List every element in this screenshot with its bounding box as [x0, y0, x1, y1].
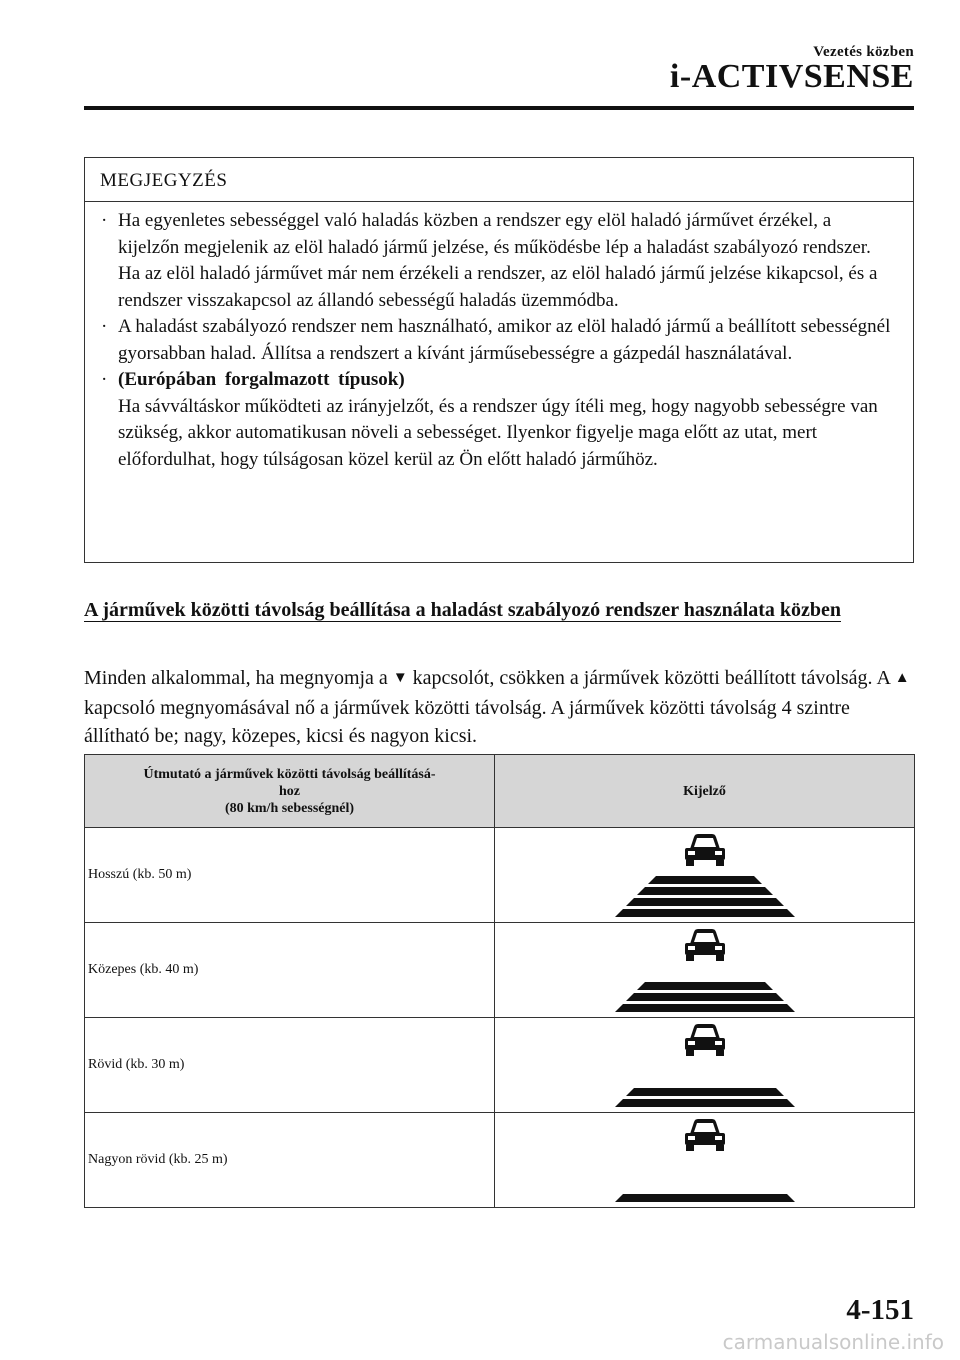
bullet-icon: ·: [101, 316, 108, 337]
distance-label: Hosszú (kb. 50 m): [85, 828, 495, 923]
distance-bar: [615, 1099, 795, 1107]
distance-bar: [637, 982, 773, 990]
car-icon: [685, 1119, 725, 1151]
paragraph-text: Minden alkalommal, ha megnyomja a: [84, 667, 393, 689]
bullet-icon: ·: [101, 210, 108, 231]
note-item: [99, 208, 893, 314]
watermark: carmanualsonline.info: [722, 1330, 944, 1354]
header-line: hoz: [279, 783, 300, 799]
distance-bar: [615, 1004, 795, 1012]
note-item: [99, 367, 893, 473]
vehicle-distance-icon: [610, 1116, 800, 1204]
car-icon: [685, 929, 725, 961]
distance-bar: [615, 909, 795, 917]
table-header-row: [85, 755, 915, 828]
table-row: [85, 1018, 915, 1113]
car-icon: [685, 1024, 725, 1056]
note-body: [85, 202, 913, 473]
section-header: Vezetés közben: [813, 44, 914, 60]
triangle-up-icon: ▲: [894, 670, 910, 686]
note-item-text: Ha egyenletes sebességgel való haladás közben a rendszer egy elöl haladó járművet érzékel, a kijelzőn megjelenik az elöl haladó jármű jelzése, és működésbe lép a haladást szabályozó rendszer. Ha az elöl haladó járművet már nem érzékeli a rendszer, az elöl haladó jármű jelzése kikapcsol, és a rendszer visszakapcsol az állandó sebességű haladás üzemmódba.: [118, 210, 878, 311]
car-icon: [685, 834, 725, 866]
distance-bar: [615, 1194, 795, 1202]
header-divider: [84, 106, 914, 110]
distance-display: [495, 923, 915, 1018]
table-header-guide: [85, 755, 495, 828]
header-line: Útmutató a járművek közötti távolság beállításá-: [143, 766, 436, 782]
note-title: MEGJEGYZÉS: [85, 158, 913, 202]
distance-table: [84, 754, 915, 1208]
distance-bar: [626, 898, 784, 906]
paragraph-text: kapcsolót, csökken a járművek közötti beállított távolság. A: [407, 667, 895, 689]
distance-bar: [626, 993, 784, 1001]
vehicle-distance-icon: [610, 926, 800, 1014]
distance-label: Nagyon rövid (kb. 25 m): [85, 1113, 495, 1208]
note-box: [84, 157, 914, 563]
table-row: [85, 828, 915, 923]
paragraph-text: kapcsoló megnyomásával nő a járművek közötti távolság. A járművek közötti távolság 4 szintre állítható be; nagy, közepes, kicsi és nagyon kicsi.: [84, 697, 850, 747]
section-heading-text: A járművek közötti távolság beállítása a haladást szabályozó rendszer használata közben: [84, 599, 842, 621]
table-row: [85, 1113, 915, 1208]
distance-label: Közepes (kb. 40 m): [85, 923, 495, 1018]
distance-display: [495, 828, 915, 923]
vehicle-distance-icon: [610, 1021, 800, 1109]
bullet-icon: ·: [101, 369, 108, 390]
distance-label: Rövid (kb. 30 m): [85, 1018, 495, 1113]
note-item-heading: (Európában forgalmazott típusok): [118, 369, 405, 390]
page-number: 4-151: [846, 1294, 914, 1326]
distance-bar: [637, 887, 773, 895]
section-heading: [84, 596, 874, 624]
distance-display: [495, 1113, 915, 1208]
header-line: (80 km/h sebességnél): [224, 800, 355, 816]
distance-display: [495, 1018, 915, 1113]
note-item-text: Ha sávváltáskor működteti az irányjelzőt, és a rendszer úgy ítéli meg, hogy nagyobb sebességre van szükség, akkor automatikusan növeli a sebességet. Ilyenkor figyelje maga előtt az utat, mert előfordulhat, hogy túlságosan közel kerül az Ön előtt haladó járműhöz.: [118, 395, 878, 470]
note-item: [99, 314, 893, 367]
vehicle-distance-icon: [610, 831, 800, 919]
note-item-text: A haladást szabályozó rendszer nem használható, amikor az elöl haladó jármű a beállított sebességnél gyorsabban halad. Állítsa a rendszert a kívánt járműsebességre a gázpedál használatával.: [118, 316, 891, 364]
section-paragraph: [84, 664, 914, 750]
distance-bar: [648, 876, 762, 884]
table-header-display: Kijelző: [495, 755, 915, 828]
triangle-down-icon: ▼: [392, 670, 408, 686]
chapter-title: i-ACTIVSENSE: [669, 58, 914, 95]
table-row: [85, 923, 915, 1018]
distance-bar: [626, 1088, 784, 1096]
